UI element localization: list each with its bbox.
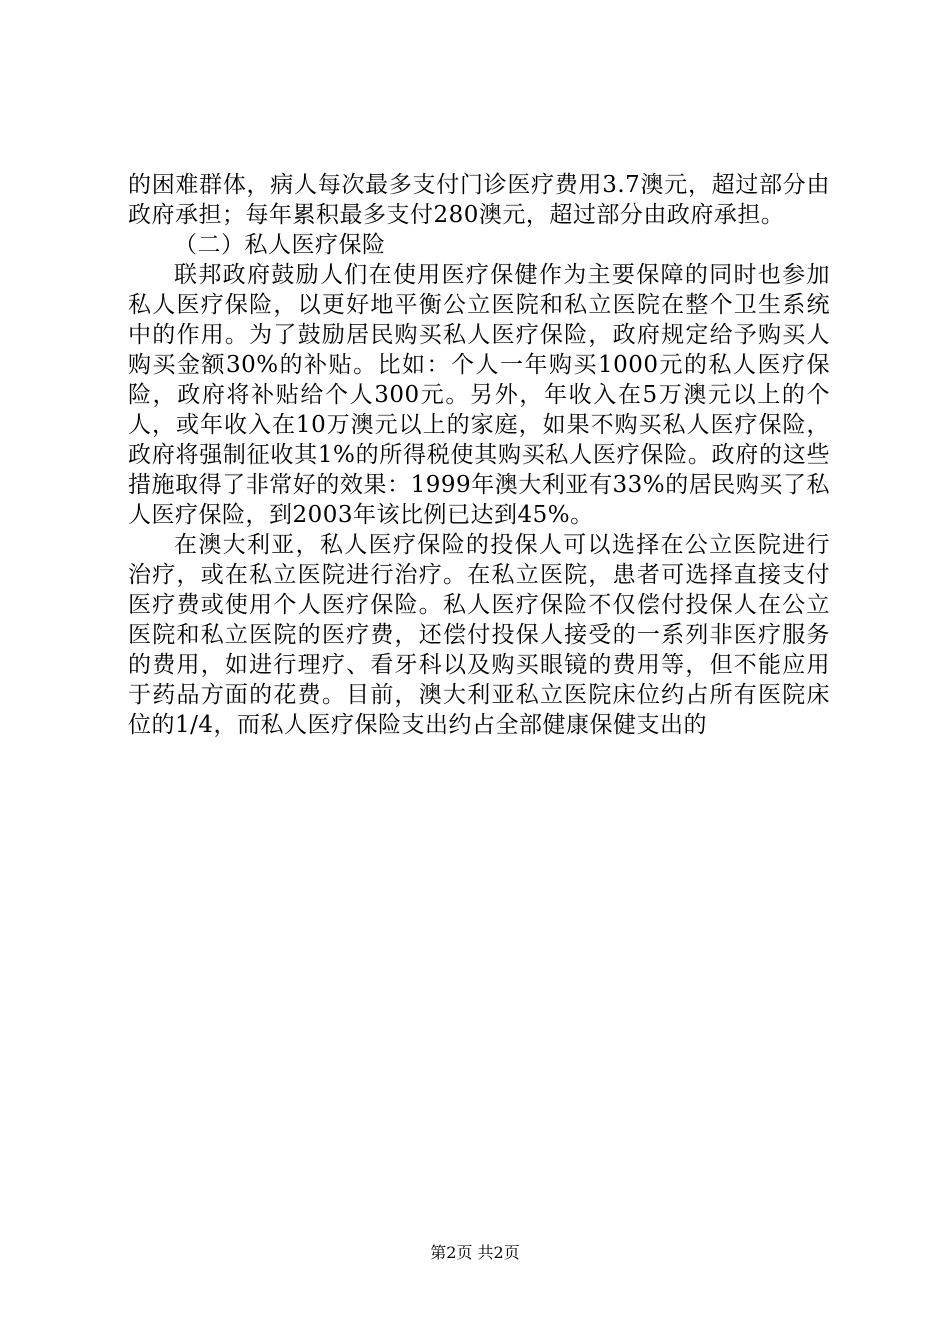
section-heading: （二）私人医疗保险 xyxy=(174,232,386,258)
paragraph-private-insurance: 联邦政府鼓励人们在使用医疗保健作为主要保障的同时也参加私人医疗保险，以更好地平衡公立医院和私立医院在整个卫生系统中的作用。为了鼓励居民购买私人医疗保险，政府规定给予购买人购买金额30%的补贴。比如：个人一年购买1000元的私人医疗保险，政府将补贴给个人300元。另外，年收入在5万澳元以上的个人，或年收入在10万澳元以上的家庭，如果不购买私人医疗保险，政府将强制征收其1%的所得税使其购买私人医疗保险。政府的这些措施取得了非常好的效果：1999年澳大利亚有33%的居民购买了私人医疗保险，到2003年该比例已达到45%。 xyxy=(128,262,830,528)
page-footer: 第2页 共2页 xyxy=(430,1243,520,1262)
paragraph-continuation: 的困难群体，病人每次最多支付门诊医疗费用3.7澳元，超过部分由政府承担；每年累积最多支付280澳元，超过部分由政府承担。 xyxy=(128,172,830,228)
paragraph-insurance-coverage: 在澳大利亚，私人医疗保险的投保人可以选择在公立医院进行治疗，或在私立医院进行治疗。在私立医院，患者可选择直接支付医疗费或使用个人医疗保险。私人医疗保险不仅偿付投保人在公立医院和私立医院的医疗费，还偿付投保人接受的一系列非医疗服务的费用，如进行理疗、看牙科以及购买眼镜的费用等，但不能应用于药品方面的花费。目前，澳大利亚私立医院床位约占所有医院床位的1/4，而私人医疗保险支出约占全部健康保健支出的 xyxy=(128,532,830,738)
document-body xyxy=(128,170,830,740)
